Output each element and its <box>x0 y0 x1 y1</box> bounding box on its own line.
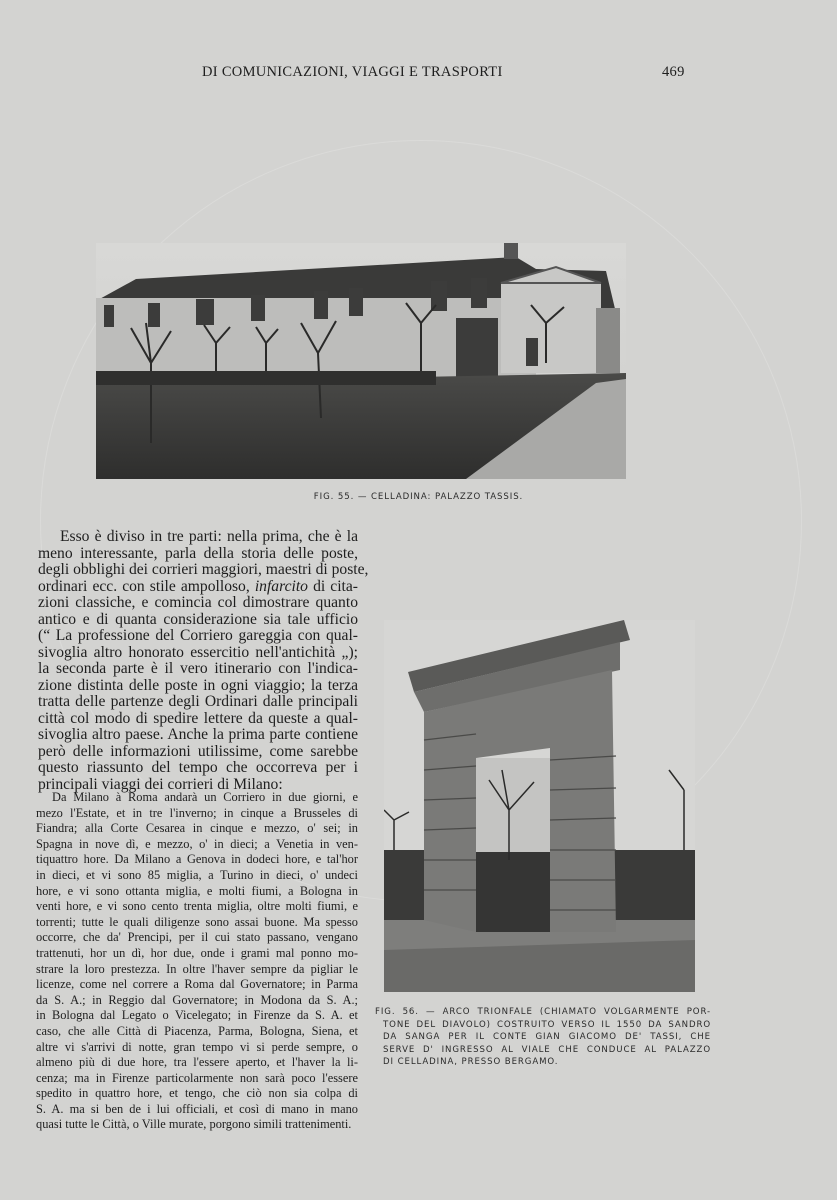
text-line: altre vi s'arrivi di notte, gran tempo vi si perde sempre, o <box>36 1039 358 1054</box>
body-paragraph <box>38 528 369 793</box>
text-line: licenze, come nel correre a Roma dal Governatore; in Parma <box>36 977 358 992</box>
text-line: trattenuti, hor un dì, hor due, onde i grami mal ponno mo- <box>36 945 358 960</box>
caption-line: FIG. 56. — ARCO TRIONFALE (CHIAMATO VOLGARMENTE POR- <box>375 1007 711 1017</box>
text-segment: di cita- <box>307 577 358 595</box>
caption-line: DA SANGA PER IL CONTE GIAN GIACOMO DE' TASSI, CHE <box>383 1032 711 1042</box>
text-line: torrenti; tutte le quali diligenze sono assai buone. Ma spesso <box>36 914 358 929</box>
text-line: la seconda parte è il vero itinerario con l'indica- <box>38 660 358 677</box>
text-line: (“ La professione del Corriero gareggia con qual- <box>38 627 358 644</box>
running-header: DI COMUNICAZIONI, VIAGGI E TRASPORTI <box>202 64 503 80</box>
text-line: città col modo di spedire lettere da queste a qual- <box>38 709 358 727</box>
text-line: caso, che alle Città di Piacenza, Parma, Bologna, Siena, et <box>36 1023 358 1038</box>
text-line: in dieci, et vi sono 85 miglia, a Turino in dieci, o' undeci <box>36 867 358 882</box>
text-line: in Bologna dal Legato o Vicelegato; in Firenze da S. A. et <box>36 1008 358 1023</box>
text-line: Spagna in nove dì, e mezzo, o' in dieci; a Venetia in ven- <box>36 836 358 851</box>
figure-55-caption <box>0 491 837 504</box>
text-line: spedito in quattro hore, et tengo, che ciò non sia colpa di <box>36 1086 358 1101</box>
text-line: meno interessante, parla della storia delle poste, <box>38 544 358 562</box>
text-line: occorre, che da' Prencipi, per il cui stato passano, vengano <box>36 930 358 945</box>
text-line: S. A. ma si ben de i lui officiali, et così di mano in mano <box>36 1101 358 1116</box>
text-line: da S. A.; in Reggio dal Governatore; in Modona da S. A.; <box>36 992 358 1007</box>
figure-56-caption <box>375 1006 711 1069</box>
caption-line: FIG. 55. — CELLADINA: PALAZZO TASSIS. <box>313 492 524 502</box>
caption-line: SERVE D' INGRESSO AL VIALE CHE CONDUCE AL PALAZZO <box>383 1044 711 1055</box>
text-line: Fiandra; alla Corte Cesarea in cinque e mezzo, o' sei; in <box>36 821 358 836</box>
text-line: venti hore, e vi sono cento trenta miglia, oltre molti fiumi, e <box>36 899 358 914</box>
text-line: quasi tutte le Città, o Ville murate, porgono simili trattenimenti. <box>36 1117 352 1132</box>
photo-arco-trionfale <box>384 620 695 992</box>
text-line: cenza; ma in Firenze particolarmente non sarà poco l'essere <box>36 1070 358 1085</box>
text-line: hore, e vi sono ottanta miglia, e molti fiumi, a Bologna in <box>36 883 358 898</box>
text-line: mezo l'Estate, et in tre l'inverno; in cinque a Brusseles di <box>36 805 358 820</box>
photo-palazzo-tassis <box>96 243 626 479</box>
text-line: sivoglia altro honorato essercitio nell'antichità „); <box>38 643 358 661</box>
text-line <box>38 579 358 596</box>
text-line: zioni classiche, e comincia col dimostrare quanto <box>38 594 358 611</box>
text-line: sivoglia altro paese. Anche la prima parte contiene <box>38 726 358 743</box>
quoted-passage <box>36 790 358 1133</box>
caption-line: TONE DEL DIAVOLO) COSTRUITO VERSO IL 1550 DA SANDRO <box>383 1019 711 1030</box>
text-line: però delle informazioni utilissime, come sarebbe <box>38 742 358 760</box>
text-line: tiquattro hore. Da Milano a Genova in dodeci hore, e tal'hor <box>36 852 358 867</box>
text-line: Da Milano à Roma andarà un Corriero in due giorni, e <box>52 790 358 804</box>
text-line: questo riassunto del tempo che occorreva per i <box>38 759 358 776</box>
text-line: principali viaggi dei corrieri di Milano: <box>38 775 283 793</box>
text-line: strare la loro prestezza. In oltre l'haver sempre da pigliar le <box>36 961 358 976</box>
caption-line: DI CELLADINA, PRESSO BERGAMO. <box>383 1057 559 1067</box>
text-line: tratta delle partenze degli Ordinari dalle principali <box>38 693 358 710</box>
italic-word: infarcito <box>254 577 308 595</box>
text-segment: ordinari ecc. con stile ampolloso, <box>38 577 255 595</box>
text-line: degli obblighi dei corrieri maggiori, maestri di poste, <box>38 561 369 578</box>
text-line: Esso è diviso in tre parti: nella prima, che è la <box>60 528 358 545</box>
text-line: zione distinta delle poste in ogni viaggio; la terza <box>38 676 358 694</box>
text-line: almeno più di due hore, tra l'essere aperto, et l'haver la li- <box>36 1055 358 1070</box>
page-number: 469 <box>662 64 685 80</box>
text-line: antico e di quanta considerazione sia tale ufficio <box>38 610 358 628</box>
